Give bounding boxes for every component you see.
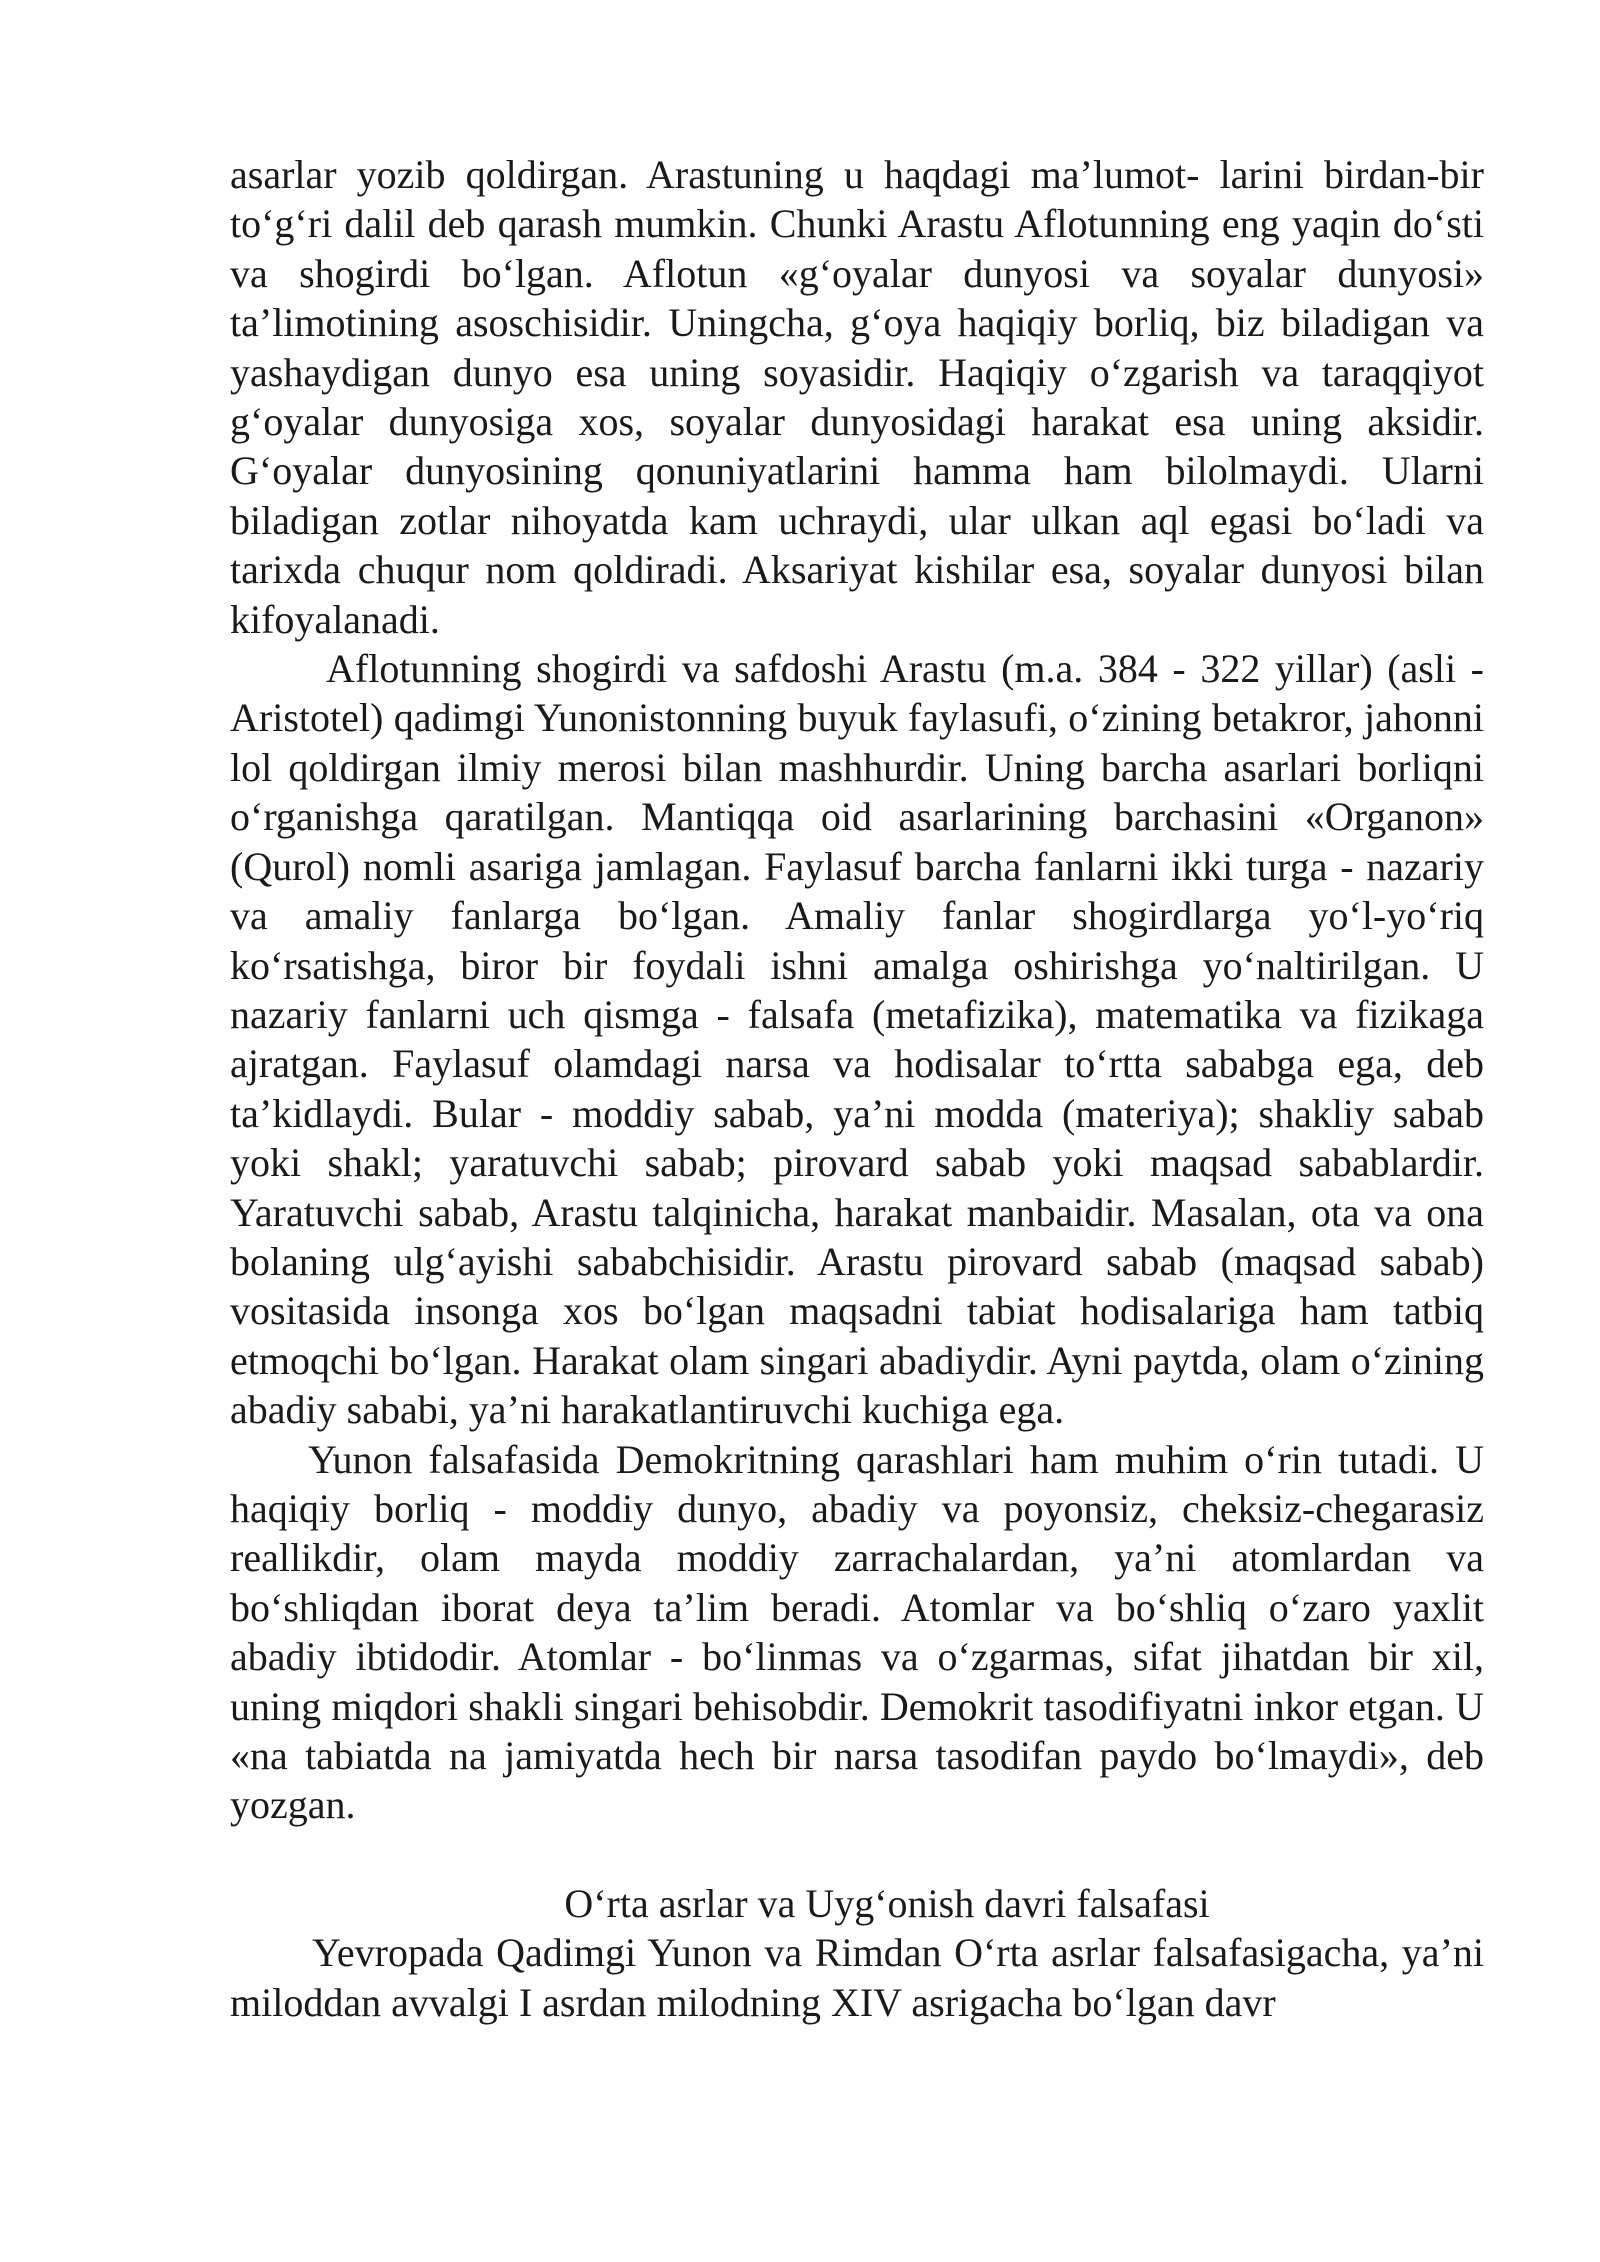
paragraph-arastu: Aflotunning shogirdi va safdoshi Arastu (m.a. 384 - 322 yillar) (asli - Aristotel) qadimgi Yunonistonning buyuk faylasufi, o‘zining betakror, jahonni lol qoldirgan ilmiy merosi bilan mashhurdir. Uning barcha asarlari borliqni o‘rganishga qaratilgan. Mantiqqa oid asarlarining barchasini «Organon» (Qurol) nomli asariga jamlagan. Faylasuf barcha fanlarni ikki turga - nazariy va amaliy fanlarga bo‘lgan. Amaliy fanlar shogirdlarga yo‘l-yo‘riq ko‘rsatishga, biror bir foydali ishni amalga oshirishga yo‘naltirilgan. U nazariy fanlarni uch qismga - falsafa (metafizika), matematika va fizikaga ajratgan. Faylasuf olamdagi narsa va hodisalar to‘rtta sababga ega, deb ta’kidlaydi. Bular - moddiy sabab, ya’ni modda (materiya); shakliy sabab yoki shakl; yaratuvchi sabab; pirovard sabab yoki maqsad sabablardir. Yaratuvchi sabab, Arastu talqinicha, harakat manbaidir. Masalan, ota va ona bolaning ulg‘ayishi sababchisidir. Arastu pirovard sabab (maqsad sabab) vositasida insonga xos bo‘lgan maqsadni tabiat hodisalariga ham tatbiq etmoqchi bo‘lgan. Harakat olam singari abadiydir. Ayni paytda, olam o‘zining abadiy sababi, ya’ni harakatlantiruvchi kuchiga ega.	[230, 646, 1484, 1433]
section-heading: O‘rta asrlar va Uyg‘onish davri falsafasi	[564, 1880, 1210, 1926]
paragraph-aflotun-ideas: asarlar yozib qoldirgan. Arastuning u haqdagi ma’lumot- larini birdan-bir to‘g‘ri dalil deb qarash mumkin. Chunki Arastu Aflotunning eng yaqin do‘sti va shogirdi bo‘lgan. Aflotun «g‘oyalar dunyosi va soyalar dunyosi» ta’limotining asoschisidir. Uningcha, g‘oya haqiqiy borliq, biz biladigan va yashaydigan dunyo esa uning soyasidir. Haqiqiy o‘zgarish va taraqqiyot g‘oyalar dunyosiga xos, soyalar dunyosidagi harakat esa uning aksidir. G‘oyalar dunyosining qonuniyatlarini hamma ham bilolmaydi. Ularni biladigan zotlar nihoyatda kam uchraydi, ular ulkan aql egasi bo‘ladi va tarixda chuqur nom qoldiradi. Aksariyat kishilar esa, soyalar dunyosi bilan kifoyalanadi.	[230, 152, 1484, 642]
document-page	[230, 150, 1484, 2027]
paragraph-demokrit: Yunon falsafasida Demokritning qarashlari ham muhim o‘rin tutadi. U haqiqiy borliq - moddiy dunyo, abadiy va poyonsiz, cheksiz-chegarasiz reallikdir, olam mayda moddiy zarrachalardan, ya’ni atomlardan va bo‘shliqdan iborat deya ta’lim beradi. Atomlar va bo‘shliq o‘zaro yaxlit abadiy ibtidodir. Atomlar - bo‘linmas va o‘zgarmas, sifat jihatdan bir xil, uning miqdori shakli singari behisobdir. Demokrit tasodifiyatni inkor etgan. U «na tabiatda na jamiyatda hech bir narsa tasodifan paydo bo‘lmaydi», deb yozgan.	[230, 1436, 1484, 1828]
paragraph-middle-ages: Yevropada Qadimgi Yunon va Rimdan O‘rta asrlar falsafasigacha, ya’ni miloddan avvalgi I asrdan milodning XIV asrigacha bo‘lgan davr	[230, 1930, 1484, 2025]
